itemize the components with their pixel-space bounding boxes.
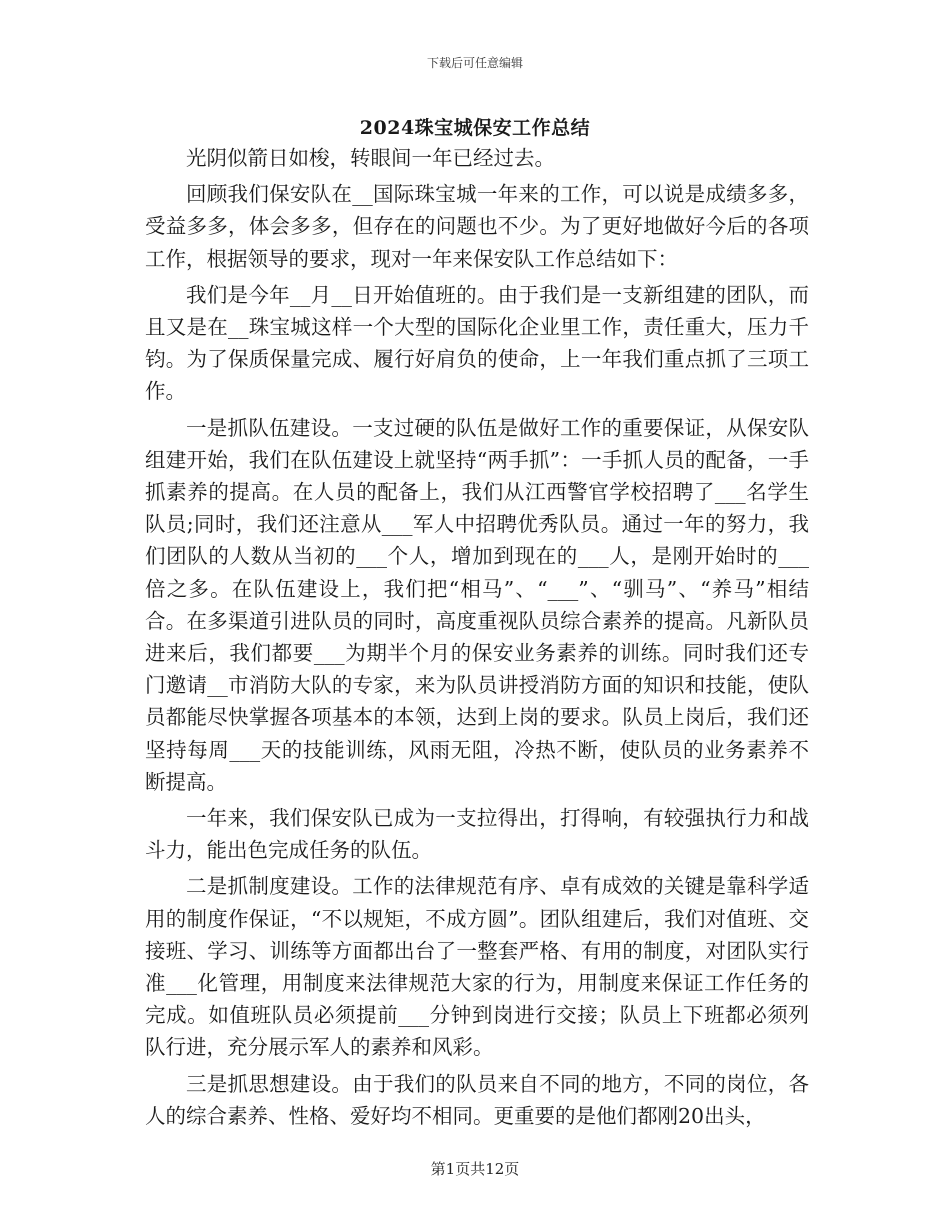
document-title: 2024珠宝城保安工作总结 [359,117,591,139]
paragraph: 我们是今年__月__日开始值班的。由于我们是一支新组建的团队，而且又是在__珠宝城这样一个大型的国际化企业里工作，责任重大，压力千钧。为了保质保量完成、履行好肩负的使命，上一年我们重点抓了三项工作。 [145,282,809,404]
paragraph: 回顾我们保安队在__国际珠宝城一年来的工作，可以说是成绩多多，受益多多，体会多多，但存在的问题也不少。为了更好地做好今后的各项工作，根据领导的要求，现对一年来保安队工作总结如下： [145,182,809,271]
page-number-footer: 第1页共12页 [430,1160,520,1178]
paragraph: 一年来，我们保安队已成为一支拉得出，打得响，有较强执行力和战斗力，能出色完成任务的队伍。 [145,806,809,863]
paragraph: 一是抓队伍建设。一支过硬的队伍是做好工作的重要保证，从保安队组建开始，我们在队伍建设上就坚持“两手抓”：一手抓人员的配备，一手抓素养的提高。在人员的配备上，我们从江西警官学校招聘了___名学生队员;同时，我们还注意从___军人中招聘优秀队员。通过一年的努力，我们团队的人数从当初的___个人，增加到现在的___人，是刚开始时的___倍之多。在队伍建设上，我们把“相马”、“___”、“驯马”、“养马”相结合。在多渠道引进队员的同时，高度重视队员综合素养的提高。凡新队员进来后，我们都要___为期半个月的保安业务素养的训练。同时我们还专门邀请__市消防大队的专家，来为队员讲授消防方面的知识和技能，使队员都能尽快掌握各项基本的本领，达到上岗的要求。队员上岗后，我们还坚持每周___天的技能训练，风雨无阻，冷热不断，使队员的业务素养不断提高。 [145,415,809,794]
paragraph: 光阴似箭日如梭，转眼间一年已经过去。 [186,146,555,170]
document-body [145,142,809,1136]
paragraph: 三是抓思想建设。由于我们的队员来自不同的地方，不同的岗位，各人的综合素养、性格、爱好均不相同。更重要的是他们都刚20出头， [145,1071,809,1128]
header-note: 下载后可任意编辑 [426,56,523,70]
paragraph: 二是抓制度建设。工作的法律规范有序、卓有成效的关键是靠科学适用的制度作保证，“不以规矩，不成方圆”。团队组建后，我们对值班、交接班、学习、训练等方面都出台了一整套严格、有用的制度，对团队实行准___化管理，用制度来法律规范大家的行为，用制度来保证工作任务的完成。如值班队员必须提前___分钟到岗进行交接；队员上下班都必须列队行进，充分展示军人的素养和风彩。 [145,874,809,1060]
